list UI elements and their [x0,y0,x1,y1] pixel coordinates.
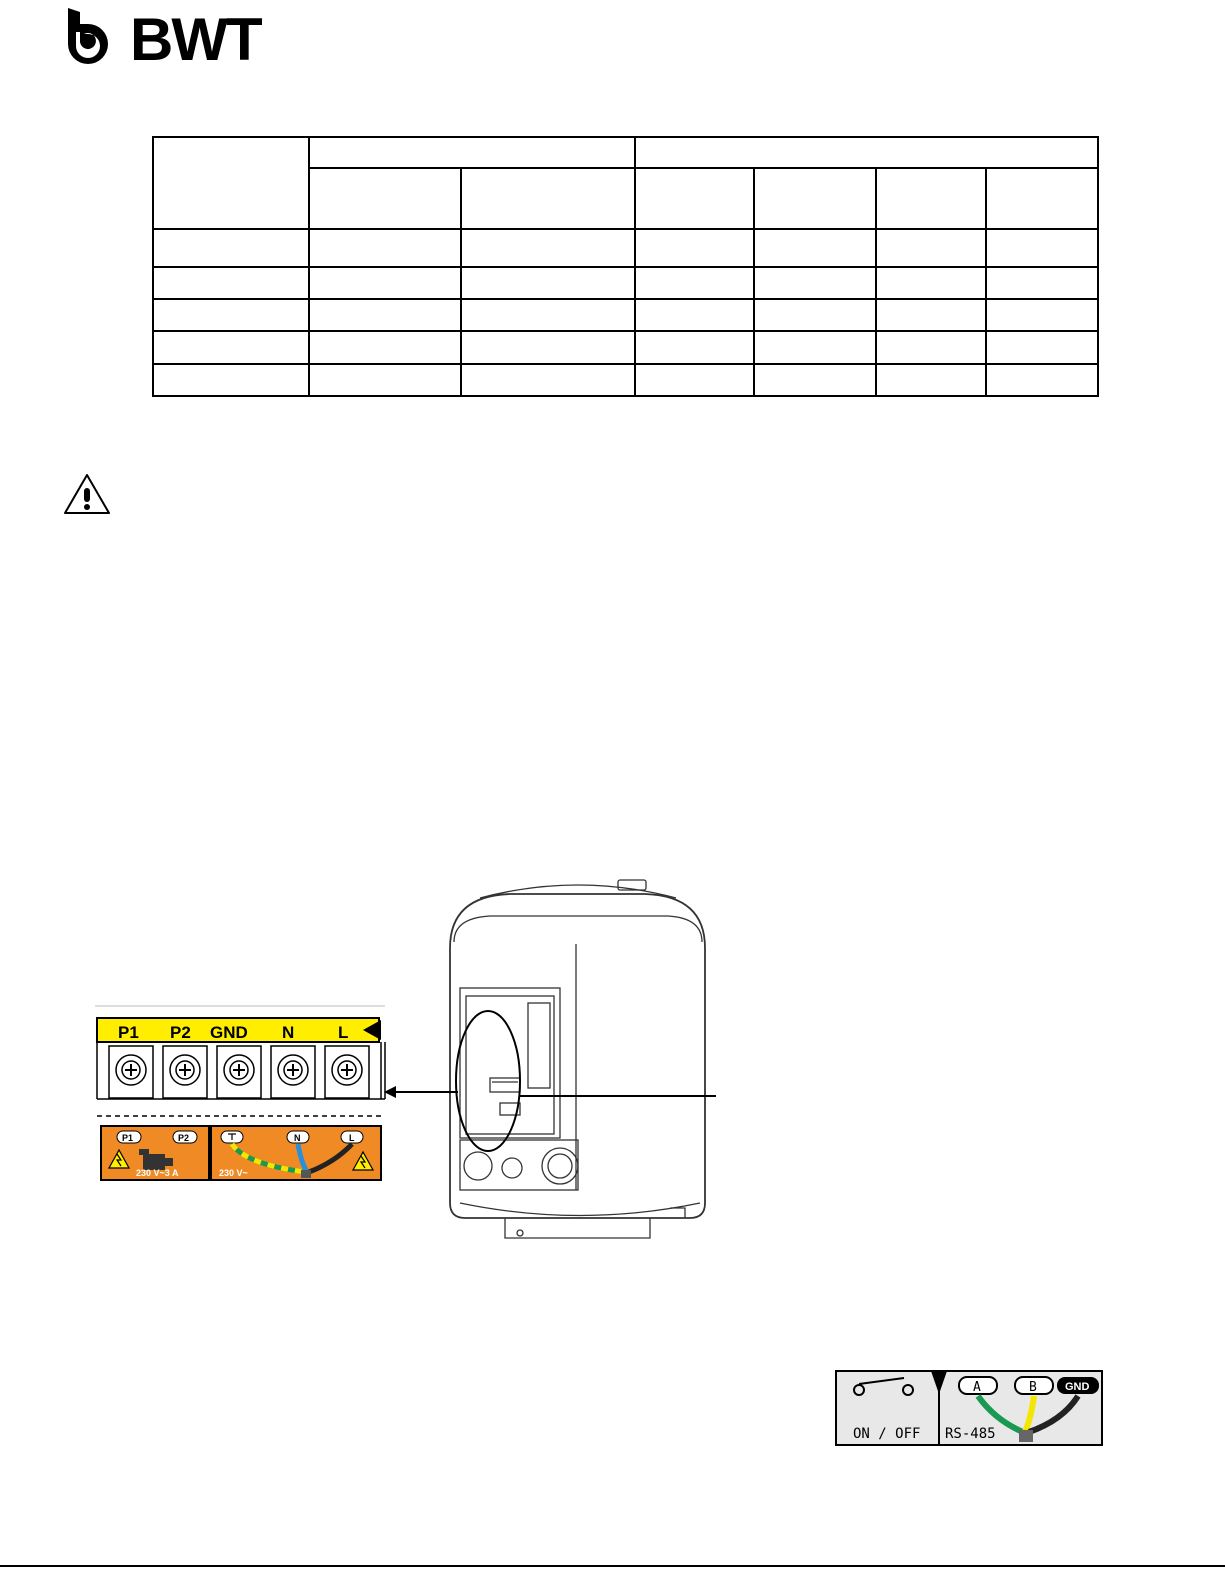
on-off-label: ON / OFF [853,1426,921,1442]
warning-icon [62,472,112,516]
rs485-connector [835,1370,1103,1446]
spec-table [152,136,1099,397]
table-row [153,299,1098,331]
terminal-block [95,1004,395,1184]
table-cell [876,168,986,228]
bwt-wordmark: BWT [130,6,261,66]
table-cell [635,137,1098,168]
pin-gnd-label: GND [1065,1381,1090,1393]
lower-label-p2: P2 [178,1133,190,1143]
terminal-label-n: N [282,1023,295,1042]
pin-b-label: B [1029,1380,1037,1395]
table-row [153,229,1098,267]
table-cell [986,168,1098,228]
table-cell [153,137,309,229]
table-cell [309,168,461,228]
terminal-label-p2: P2 [170,1023,191,1042]
footer-rule [0,1565,1225,1567]
terminal-label-gnd: GND [210,1023,248,1042]
lower-label-p1: P1 [122,1133,134,1143]
table-row [153,331,1098,363]
pointer-arrow [380,1080,720,1110]
heat-pump-drawing [440,878,715,1248]
power-rating: 230 V~ [219,1168,248,1178]
pump-rating: 230 V~3 A [136,1168,179,1178]
lower-label-n: N [294,1133,301,1143]
table-row [153,267,1098,299]
pin-a-label: A [973,1380,981,1395]
lower-label-l: L [349,1133,355,1143]
rs485-label: RS-485 [945,1426,996,1442]
bwt-logo [62,4,272,66]
terminal-label-l: L [338,1023,349,1042]
table-cell [461,168,635,228]
table-cell [754,168,876,228]
table-cell [309,137,635,168]
table-cell [635,168,754,228]
terminal-label-p1: P1 [118,1023,139,1042]
table-row [153,364,1098,396]
